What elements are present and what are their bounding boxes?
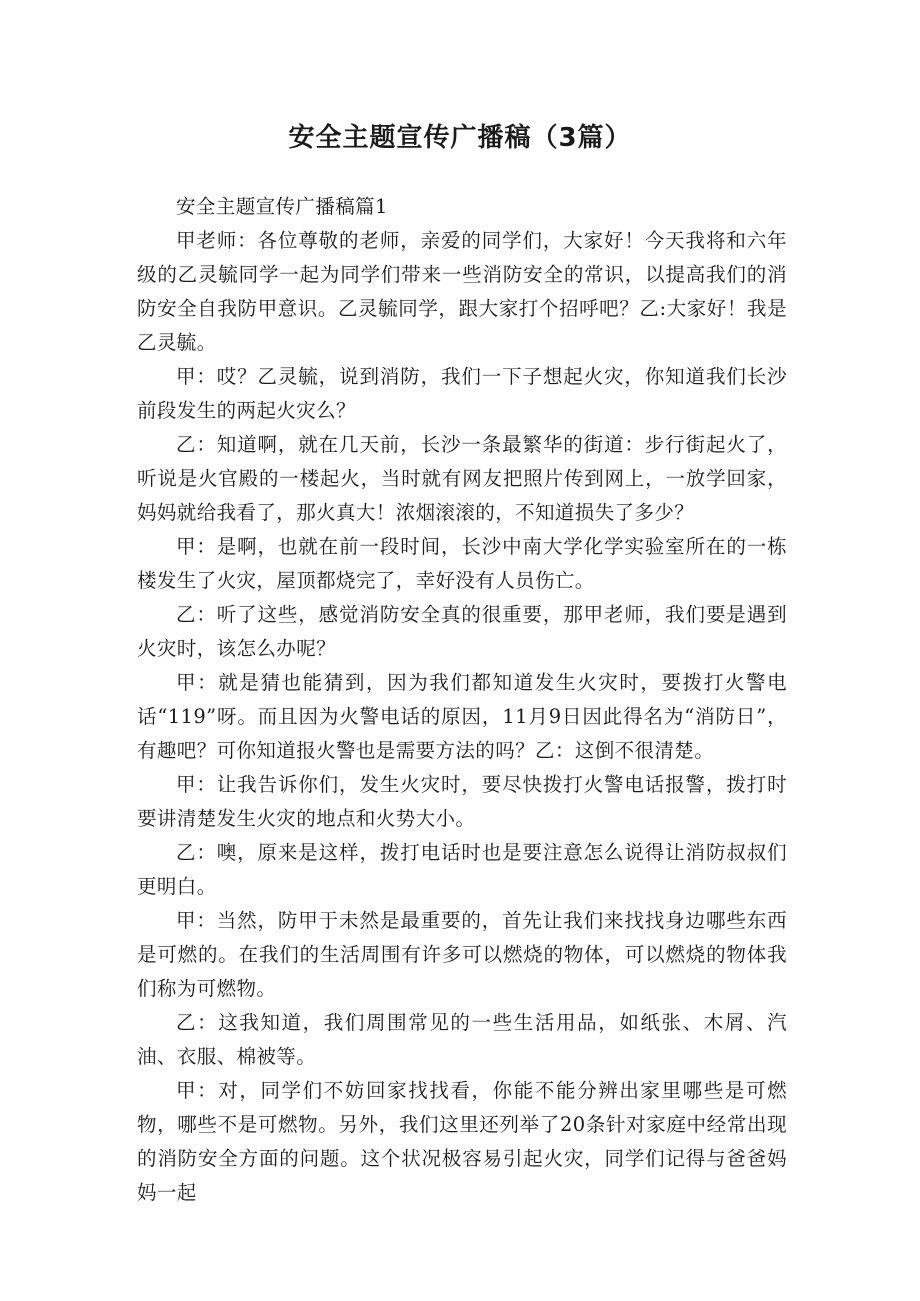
paragraph: 甲：让我告诉你们，发生火灾时，要尽快拨打火警电话报警，拨打时要讲清楚发生火灾的地点和火势大小。 [137, 773, 787, 830]
paragraph: 乙：这我知道，我们周围常见的一些生活用品，如纸张、木屑、汽油、衣服、棉被等。 [137, 1011, 787, 1068]
paragraph: 乙：噢，原来是这样，拨打电话时也是要注意怎么说得让消防叔叔们更明白。 [137, 841, 787, 898]
document-title: 安全主题宣传广播稿（3篇） [288, 123, 632, 153]
paragraph: 甲：是啊，也就在前一段时间，长沙中南大学化学实验室所在的一栋楼发生了火灾，屋顶都烧完了，幸好没有人员伤亡。 [137, 535, 787, 592]
document-body [137, 190, 787, 1210]
paragraph: 甲：就是猜也能猜到，因为我们都知道发生火灾时，要拨打火警电话“119”呀。而且因为火警电话的原因，11月9日因此得名为“消防日”，有趣吧？可你知道报火警也是需要方法的吗？乙：这倒不很清楚。 [137, 671, 787, 762]
paragraph: 甲：当然，防甲于未然是最重要的，首先让我们来找找身边哪些东西是可燃的。在我们的生活周围有许多可以燃烧的物体，可以燃烧的物体我们称为可燃物。 [137, 909, 787, 1000]
paragraph: 甲老师：各位尊敬的老师，亲爱的同学们，大家好！今天我将和六年级的乙灵毓同学一起为同学们带来一些消防安全的常识，以提高我们的消防安全自我防甲意识。乙灵毓同学，跟大家打个招呼吧？乙:大家好！我是乙灵毓。 [137, 229, 787, 354]
paragraph: 甲：哎？乙灵毓，说到消防，我们一下子想起火灾，你知道我们长沙前段发生的两起火灾么？ [137, 365, 787, 422]
paragraph: 乙：听了这些，感觉消防安全真的很重要，那甲老师，我们要是遇到火灾时，该怎么办呢？ [137, 603, 787, 660]
paragraph: 乙：知道啊，就在几天前，长沙一条最繁华的街道：步行街起火了，听说是火官殿的一楼起火，当时就有网友把照片传到网上，一放学回家，妈妈就给我看了，那火真大！浓烟滚滚的，不知道损失了多少？ [137, 433, 787, 524]
paragraph: 甲：对，同学们不妨回家找找看，你能不能分辨出家里哪些是可燃物，哪些不是可燃物。另外，我们这里还列举了20条针对家庭中经常出现的消防安全方面的问题。这个状况极容易引起火灾，同学们记得与爸爸妈妈一起 [137, 1079, 787, 1204]
section-heading: 安全主题宣传广播稿篇1 [176, 195, 388, 218]
